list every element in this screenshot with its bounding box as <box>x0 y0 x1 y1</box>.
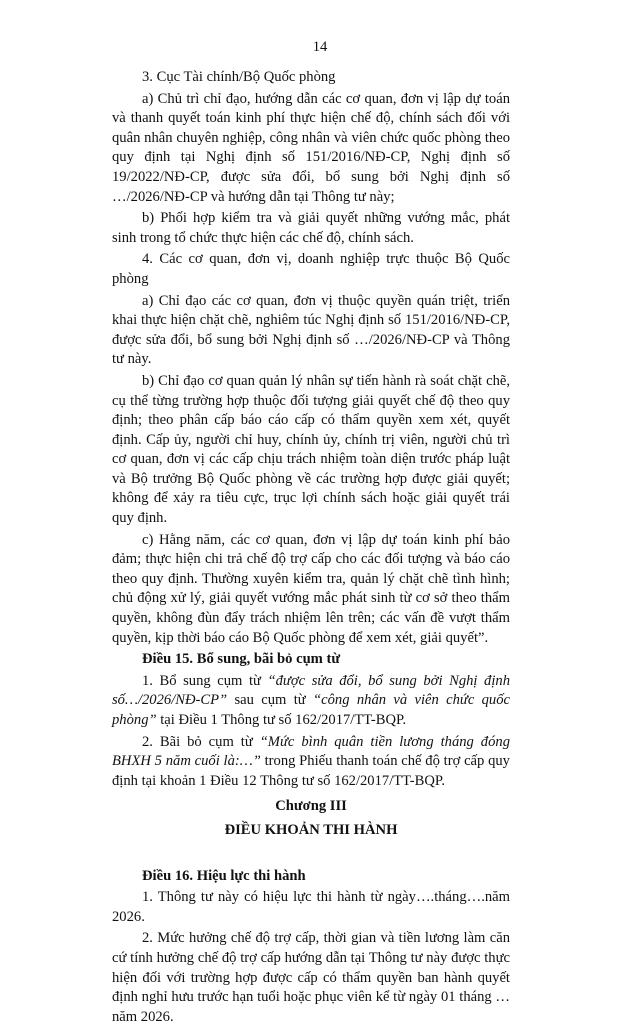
article-15-heading: Điều 15. Bổ sung, bãi bỏ cụm từ <box>142 651 341 668</box>
article-15-item-1-text-c: tại Điều 1 Thông tư số 162/2017/TT-BQP. <box>156 712 407 728</box>
chapter-title: ĐIỀU KHOẢN THI HÀNH <box>224 821 398 838</box>
article-15-item-2-text-a: 2. Bãi bỏ cụm từ <box>142 733 260 750</box>
chapter-number: Chương III <box>275 798 347 815</box>
article-16-heading: Điều 16. Hiệu lực thi hành <box>142 867 306 884</box>
article-15-item-1-text-b: sau cụm từ <box>227 692 314 709</box>
page-number: 14 <box>312 39 328 55</box>
page-body <box>112 68 510 1027</box>
article-15-item-2 <box>112 733 510 792</box>
section-3-b: b) Phối hợp kiểm tra và giải quyết những vướng mắc, phát sinh trong tổ chức thực hiện các chế độ, chính sách. <box>112 210 510 246</box>
section-4-a: a) Chỉ đạo các cơ quan, đơn vị thuộc quyền quán triệt, triển khai thực hiện chặt chẽ, nghiêm túc Nghị định số 151/2016/NĐ-CP, được sửa đổi, bổ sung bởi Nghị định số …/2026/NĐ-CP và Thông tư này. <box>112 292 510 368</box>
article-15-item-1-quote-1: “được sửa đổi, bổ sung bởi Nghị định số…/2026/NĐ-CP” <box>112 672 510 709</box>
section-3-title: 3. Cục Tài chính/Bộ Quốc phòng <box>142 69 336 85</box>
article-16-item-1: 1. Thông tư này có hiệu lực thi hành từ ngày….tháng….năm 2026. <box>112 889 510 925</box>
section-4-c: c) Hằng năm, các cơ quan, đơn vị lập dự toán kinh phí bảo đảm; thực hiện chi trả chế độ trợ cấp cho các đối tượng và báo cáo theo quy định. Thường xuyên kiểm tra, quản lý chặt chẽ tình hình; chủ động xử lý, giải quyết vướng mắc phát sinh từ cơ sở theo thẩm quyền, không đùn đẩy trách nhiệm lên trên; các vấn đề vượt thẩm quyền, kịp thời báo cáo Bộ Quốc phòng để xem xét, giải quyết”. <box>112 531 510 646</box>
article-15-item-2-text-b: trong Phiếu thanh toán chế độ trợ cấp quy định tại khoản 1 Điều 12 Thông tư số 162/2017/TT-BQP. <box>112 753 510 789</box>
article-15-item-2-quote: “Mức bình quân tiền lương tháng đóng BHXH 5 năm cuối là:…” <box>112 733 510 770</box>
section-3-a: a) Chủ trì chỉ đạo, hướng dẫn các cơ quan, đơn vị lập dự toán và thanh quyết toán kinh phí thực hiện chế độ, chính sách đối với quân nhân chuyên nghiệp, công nhân và viên chức quốc phòng theo quy định tại Nghị định số 151/2016/NĐ-CP, Nghị định số 19/2022/NĐ-CP, được sửa đổi, bổ sung bởi Nghị định số …/2026/NĐ-CP và hướng dẫn tại Thông tư này; <box>112 90 510 205</box>
article-15-item-1 <box>112 672 510 731</box>
article-15-item-1-quote-2: “công nhân và viên chức quốc phòng” <box>112 692 511 728</box>
section-4-title: 4. Các cơ quan, đơn vị, doanh nghiệp trực thuộc Bộ Quốc phòng <box>112 251 510 287</box>
article-15-item-1-text-a: 1. Bổ sung cụm từ <box>142 672 268 689</box>
article-16-item-2: 2. Mức hưởng chế độ trợ cấp, thời gian và tiền lương làm căn cứ tính hưởng chế độ trợ cấp hướng dẫn tại Thông tư này được thực hiện đối với trường hợp được cấp có thẩm quyền ban hành quyết định nghỉ hưu trước hạn tuổi hoặc phục viên kể từ ngày 01 tháng … năm 2026. <box>112 930 510 1025</box>
section-4-b: b) Chỉ đạo cơ quan quản lý nhân sự tiến hành rà soát chặt chẽ, cụ thể từng trường hợp thuộc đối tượng giải quyết chế độ theo quy định; theo phân cấp báo cáo cấp có thẩm quyền xem xét, quyết định. Cấp ủy, người chỉ huy, chính ủy, chính trị viên, người chủ trì cơ quan, đơn vị các cấp chịu trách nhiệm toàn diện trước pháp luật và Bộ trưởng Bộ Quốc phòng về các trường hợp được giải quyết; không để xảy ra tiêu cực, trục lợi chính sách hoặc giải quyết trái quy định. <box>112 372 510 527</box>
